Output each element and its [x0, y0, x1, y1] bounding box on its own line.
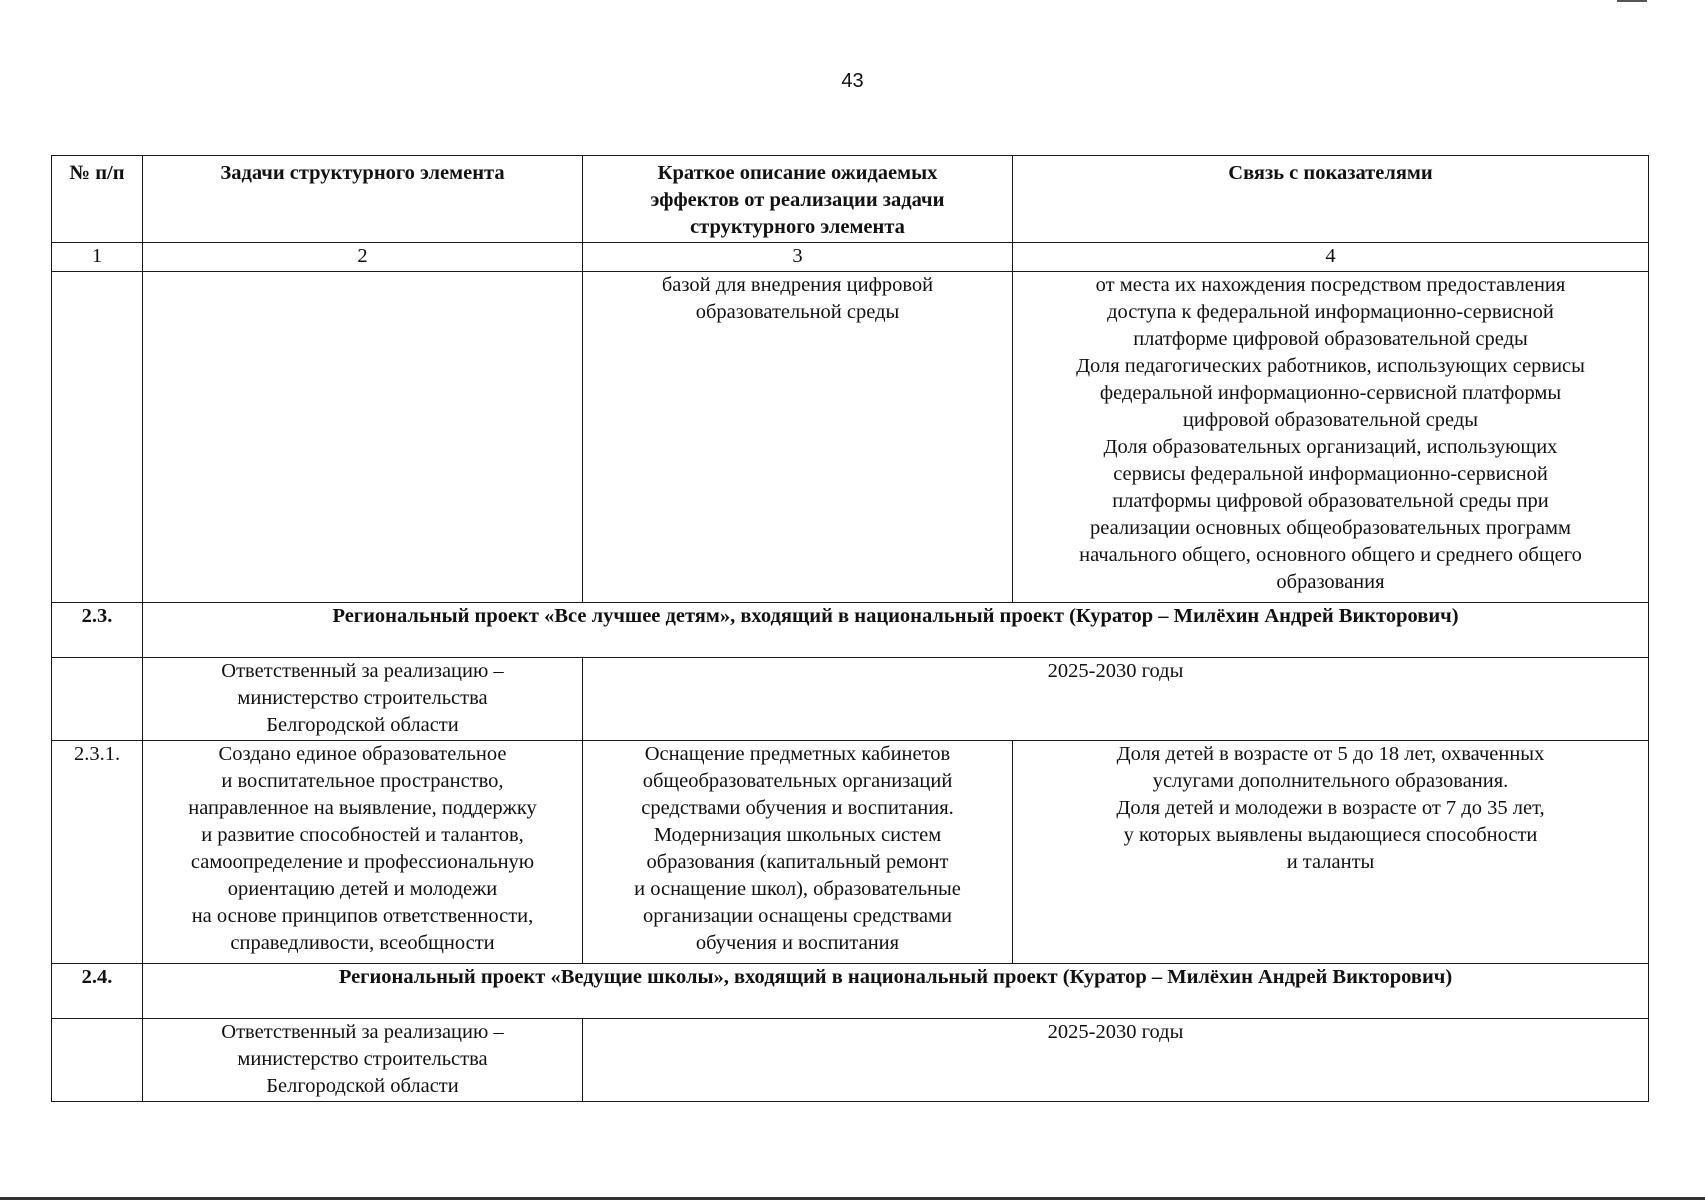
- text-line: образования (капитальный ремонт: [646, 851, 949, 873]
- period-cell: 2025-2030 годы: [583, 1019, 1649, 1102]
- cell-empty: [52, 658, 143, 741]
- text-line: от места их нахождения посредством предоставления: [1095, 274, 1566, 296]
- row-number: 2.3.1.: [52, 741, 143, 964]
- section-number: 2.4.: [52, 964, 143, 1019]
- scan-artifact-top: [1617, 0, 1647, 2]
- text-line: министерство строительства: [237, 687, 488, 709]
- text-line: общеобразовательных организаций: [642, 770, 953, 792]
- text-line: справедливости, всеобщности: [230, 932, 495, 954]
- text-line: платформе цифровой образовательной среды: [1133, 328, 1528, 350]
- effects-cell: [583, 272, 1013, 603]
- indicators-cell: [1013, 272, 1649, 603]
- text-line: реализации основных общеобразовательных программ: [1090, 517, 1571, 539]
- text-line: Создано единое образовательное: [218, 743, 507, 765]
- text-line: платформы цифровой образовательной среды при: [1112, 490, 1549, 512]
- text-line: Модернизация школьных систем: [653, 824, 942, 846]
- cell-empty: [143, 272, 583, 603]
- responsible-row-2-4: [52, 1019, 1649, 1102]
- responsible-row-2-3: [52, 658, 1649, 741]
- header-tasks: Задачи структурного элемента: [143, 156, 583, 243]
- text-line: у которых выявлены выдающиеся способности: [1123, 824, 1538, 846]
- section-title: Региональный проект «Все лучшее детям», входящий в национальный проект (Куратор – Милёхин Андрей Викторович): [143, 603, 1649, 658]
- text-line: Оснащение предметных кабинетов: [644, 743, 951, 765]
- indicators-cell: [1013, 741, 1649, 964]
- text-line: начального общего, основного общего и среднего общего: [1079, 544, 1582, 566]
- effects-cell: [583, 741, 1013, 964]
- cell-empty: [52, 1019, 143, 1102]
- text-line: и развитие способностей и талантов,: [201, 824, 524, 846]
- text-line: сервисы федеральной информационно-сервисной: [1113, 463, 1548, 485]
- section-number: 2.3.: [52, 603, 143, 658]
- text-line: Доля детей и молодежи в возрасте от 7 до 35 лет,: [1116, 797, 1545, 819]
- section-title: Региональный проект «Ведущие школы», входящий в национальный проект (Куратор – Милёхин Андрей Викторович): [143, 964, 1649, 1019]
- numbering-cell-4: 4: [1013, 243, 1649, 272]
- text-line: на основе принципов ответственности,: [191, 905, 534, 927]
- text-line: базой для внедрения цифровой: [661, 274, 934, 296]
- text-line: организации оснащены средствами: [643, 905, 952, 927]
- header-effects: Краткое описание ожидаемых эффектов от реализации задачи структурного элемента: [583, 156, 1013, 243]
- text-line: услугами дополнительного образования.: [1152, 770, 1509, 792]
- section-row-2-3: [52, 603, 1649, 658]
- tasks-table: [51, 155, 1649, 1102]
- table-row-continuation: [52, 272, 1649, 603]
- text-line: доступа к федеральной информационно-сервисной: [1107, 301, 1554, 323]
- numbering-cell-2: 2: [143, 243, 583, 272]
- table-header-row: [52, 156, 1649, 243]
- text-line: федеральной информационно-сервисной платформы: [1099, 382, 1562, 404]
- text-line: средствами обучения и воспитания.: [641, 797, 954, 819]
- tasks-cell: [143, 741, 583, 964]
- text-line: Ответственный за реализацию –: [221, 1021, 504, 1043]
- text-line: Белгородской области: [266, 714, 459, 736]
- numbering-row: [52, 243, 1649, 272]
- text-line: образования: [1276, 571, 1385, 593]
- text-line: ориентацию детей и молодежи: [227, 878, 498, 900]
- text-line: Белгородской области: [266, 1075, 459, 1097]
- text-line: самоопределение и профессиональную: [190, 851, 535, 873]
- numbering-cell-1: 1: [52, 243, 143, 272]
- text-line: направленное на выявление, поддержку: [188, 797, 537, 819]
- text-line: образовательной среды: [695, 301, 900, 323]
- text-line: Доля детей в возрасте от 5 до 18 лет, охваченных: [1116, 743, 1545, 765]
- numbering-cell-3: 3: [583, 243, 1013, 272]
- header-number: № п/п: [52, 156, 143, 243]
- text-line: Ответственный за реализацию –: [221, 660, 504, 682]
- period-cell: 2025-2030 годы: [583, 658, 1649, 741]
- text-line: министерство строительства: [237, 1048, 488, 1070]
- responsible-cell: [143, 1019, 583, 1102]
- header-indicators: Связь с показателями: [1013, 156, 1649, 243]
- text-line: Доля педагогических работников, использующих сервисы: [1076, 355, 1585, 377]
- text-line: обучения и воспитания: [695, 932, 900, 954]
- text-line: и воспитательное пространство,: [221, 770, 504, 792]
- section-row-2-4: [52, 964, 1649, 1019]
- responsible-cell: [143, 658, 583, 741]
- text-line: Доля образовательных организаций, использующих: [1103, 436, 1558, 458]
- page-number: 43: [841, 70, 864, 92]
- text-line: цифровой образовательной среды: [1182, 409, 1479, 431]
- text-line: и оснащение школ), образовательные: [634, 878, 961, 900]
- text-line: и таланты: [1286, 851, 1375, 873]
- table-row-2-3-1: [52, 741, 1649, 964]
- cell-empty: [52, 272, 143, 603]
